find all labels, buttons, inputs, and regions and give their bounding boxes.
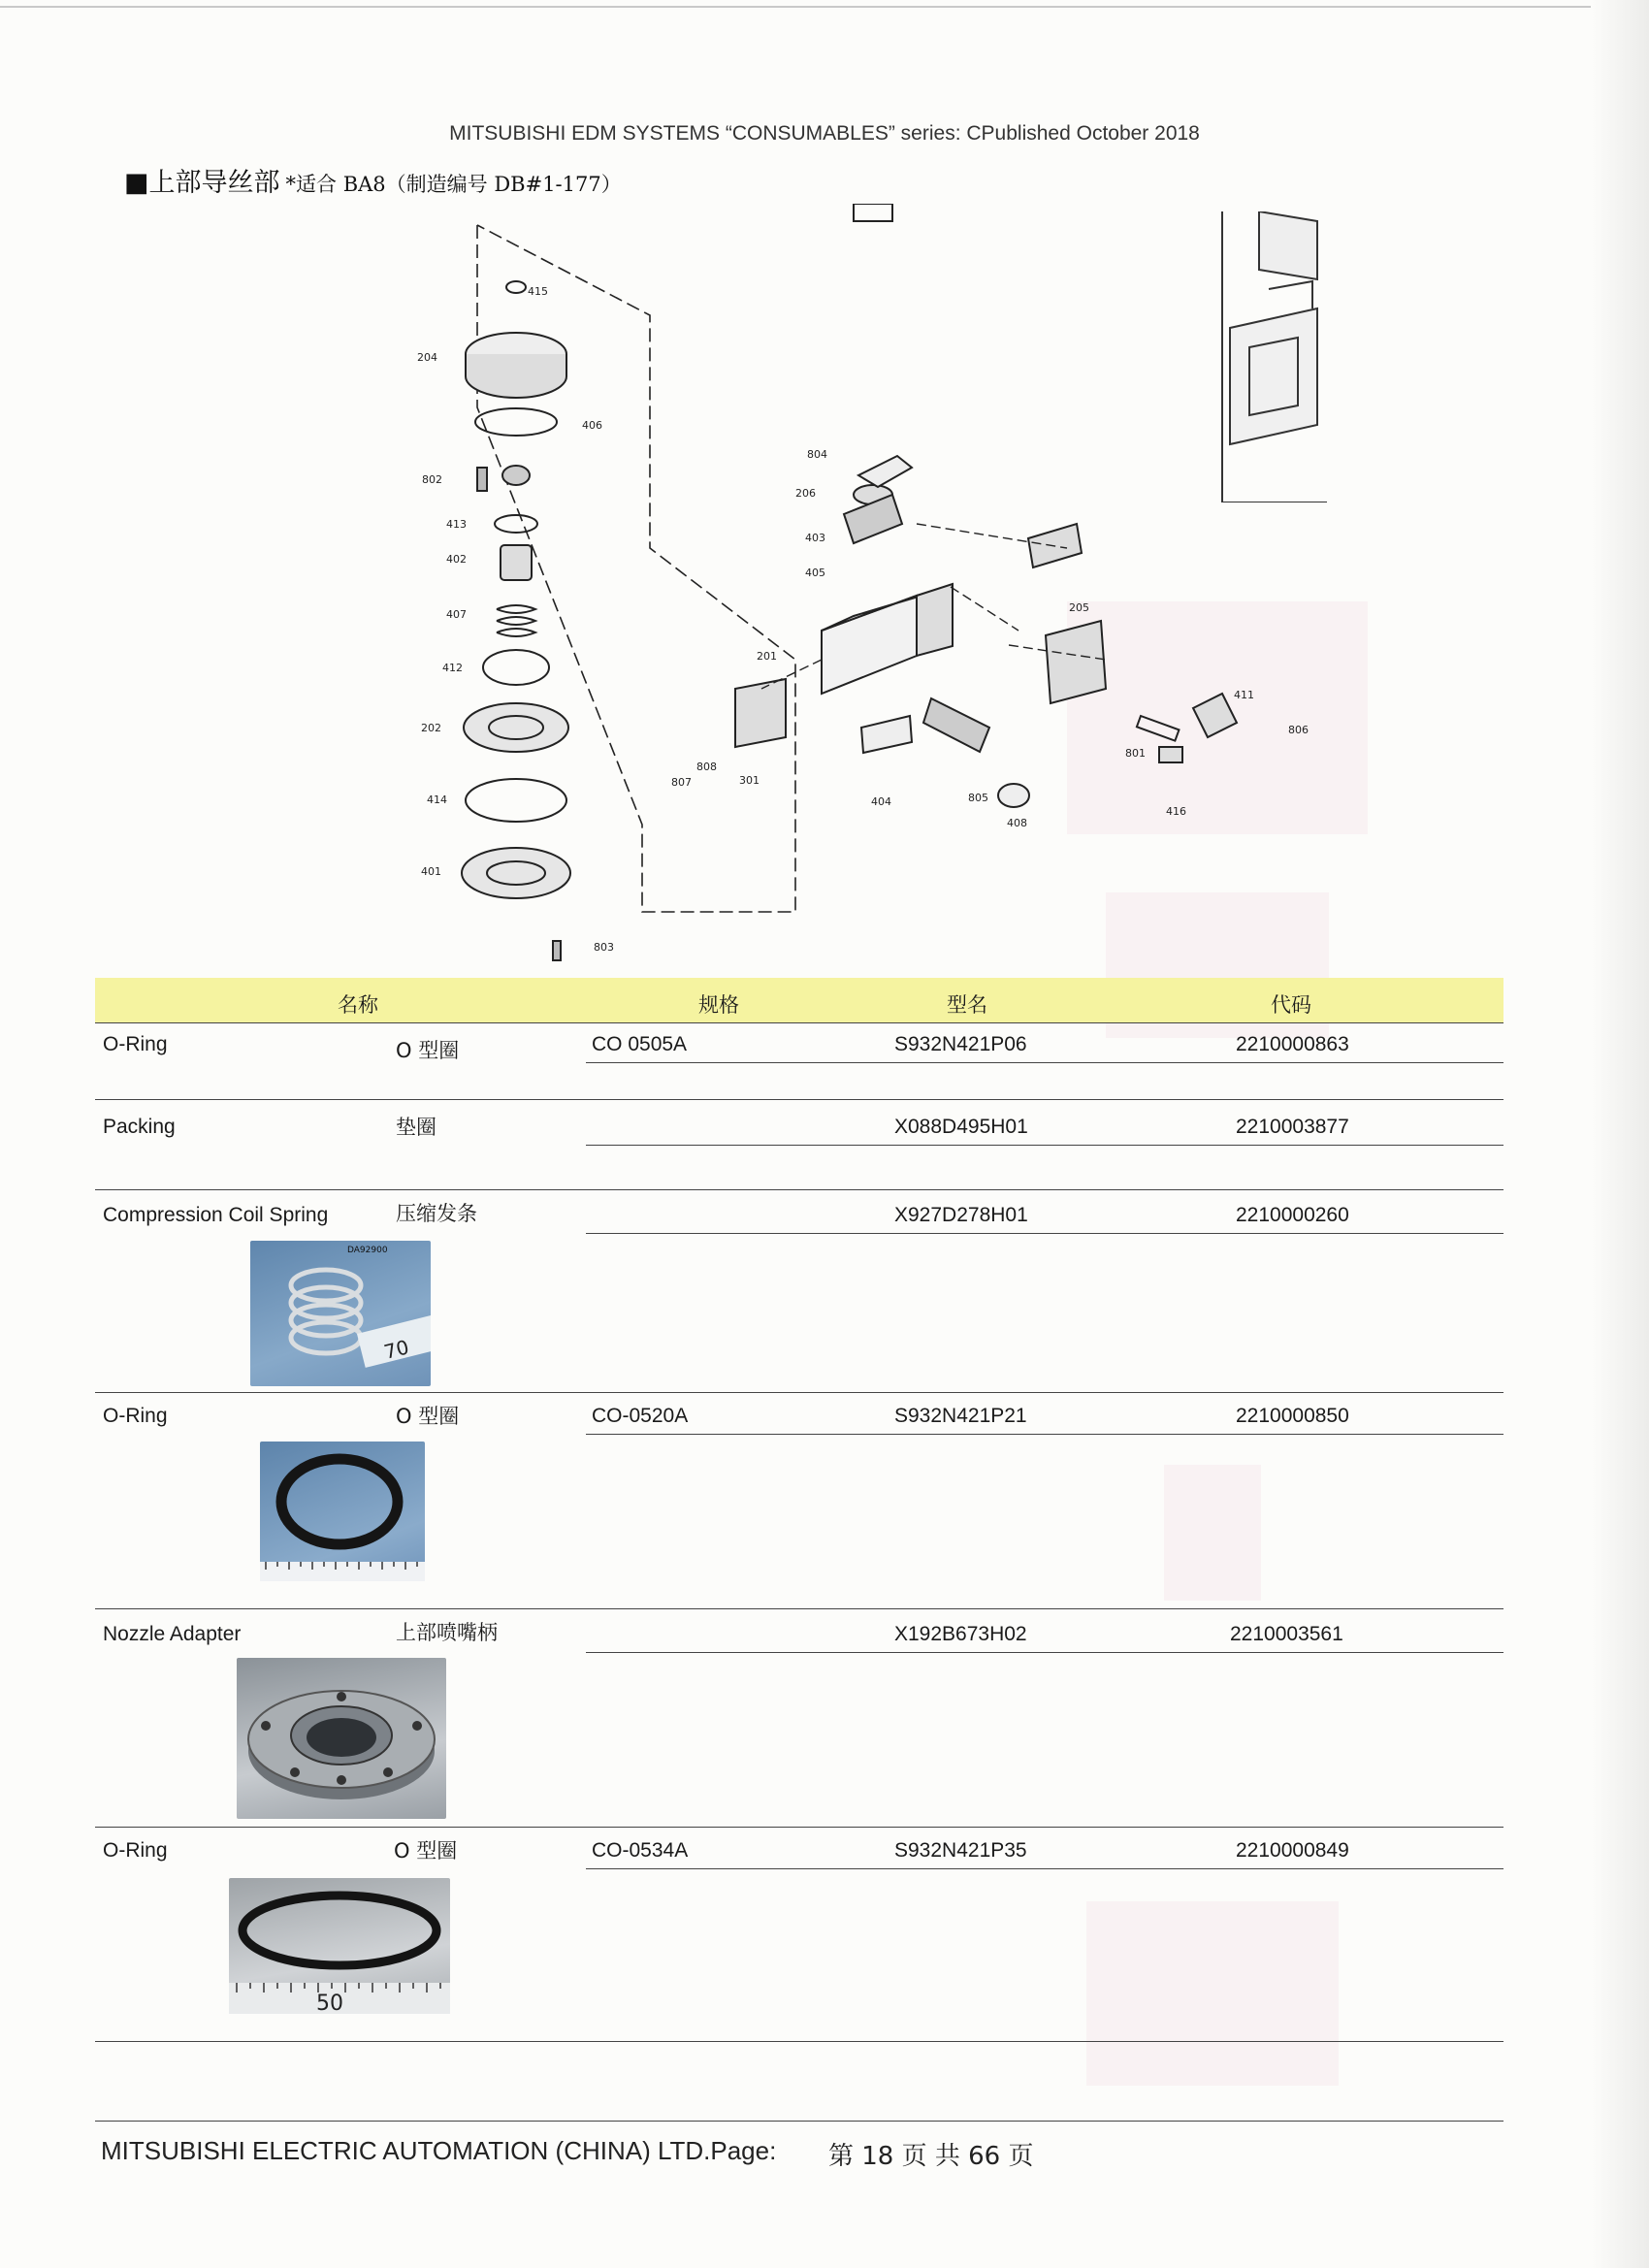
table-row [95, 1827, 1504, 2051]
o-ring-photo [260, 1442, 425, 1581]
part-name-en: Nozzle Adapter [103, 1623, 242, 1645]
part-name-zh: O 型圈 [394, 1839, 458, 1863]
part-code: 2210000863 [1236, 1033, 1349, 1055]
part-model: S932N421P35 [894, 1839, 1027, 1862]
callout-808: 808 [696, 761, 717, 773]
part-name-en: O-Ring [103, 1033, 168, 1055]
section-title [124, 161, 622, 199]
part-code: 2210000850 [1236, 1405, 1349, 1427]
callout-416: 416 [1166, 805, 1186, 818]
col-header-code: 代码 [1271, 994, 1311, 1017]
part-code: 2210000849 [1236, 1839, 1349, 1862]
callout-807: 807 [671, 776, 692, 789]
part-model: X192B673H02 [894, 1623, 1027, 1645]
part-spec: CO 0505A [592, 1033, 688, 1055]
table-row [95, 1189, 1504, 1392]
part-name-zh: 压缩发条 [396, 1202, 477, 1225]
callout-402: 402 [446, 553, 467, 566]
callout-803: 803 [594, 941, 614, 954]
callout-405: 405 [805, 567, 825, 579]
row-rule [586, 1652, 1504, 1653]
inset-drawing [1220, 211, 1327, 502]
parts-table [95, 978, 1504, 2051]
row-rule [586, 1434, 1504, 1435]
part-name-en: O-Ring [103, 1405, 168, 1427]
callout-412: 412 [442, 662, 463, 674]
part-name-en: O-Ring [103, 1839, 168, 1862]
callout-408: 408 [1007, 817, 1027, 829]
callout-404: 404 [871, 795, 891, 808]
table-row [95, 1022, 1504, 1099]
callout-413: 413 [446, 518, 467, 531]
footer-page-number: 第 18 页 共 66 页 [828, 2142, 1034, 2171]
callout-201: 201 [757, 650, 777, 663]
nozzle-adapter-photo [237, 1658, 446, 1819]
part-name-zh: O 型圈 [396, 1405, 460, 1428]
callout-205: 205 [1069, 601, 1089, 614]
callout-414: 414 [427, 794, 447, 806]
part-name-zh: O 型圈 [396, 1039, 460, 1062]
part-spec: CO-0520A [592, 1405, 689, 1427]
part-name-zh: 上部喷嘴柄 [396, 1621, 498, 1644]
callout-204: 204 [417, 351, 437, 364]
o-ring-large-photo [229, 1878, 450, 2014]
scan-edge-line [0, 6, 1649, 8]
part-model: S932N421P21 [894, 1405, 1027, 1427]
col-header-name: 名称 [338, 994, 378, 1017]
table-end-rule [95, 2041, 1504, 2042]
callout-415: 415 [528, 285, 548, 298]
callout-401: 401 [421, 865, 441, 878]
footer-company: MITSUBISHI ELECTRIC AUTOMATION (CHINA) LTD.Page: [101, 2136, 777, 2165]
part-model: X927D278H01 [894, 1204, 1028, 1226]
row-rule [586, 1233, 1504, 1234]
callout-801: 801 [1125, 747, 1146, 760]
svg-text:70: 70 [381, 1335, 411, 1364]
callout-805: 805 [968, 792, 988, 804]
callout-804: 804 [807, 448, 827, 461]
callout-202: 202 [421, 722, 441, 734]
row-rule [586, 1062, 1504, 1063]
part-model: S932N421P06 [894, 1033, 1027, 1055]
page-header: MITSUBISHI EDM SYSTEMS “CONSUMABLES” series: CPublished October 2018 [449, 122, 1200, 145]
callout-206: 206 [795, 487, 816, 500]
callout-806: 806 [1288, 724, 1309, 736]
section-marker: ■ [124, 168, 149, 198]
section-title-text: 上部导丝部 [148, 168, 280, 198]
callout-406: 406 [582, 419, 602, 432]
coil-spring-photo [250, 1241, 431, 1386]
part-name-en: Compression Coil Spring [103, 1204, 329, 1226]
part-name-zh: 垫圈 [396, 1116, 436, 1139]
table-header [95, 978, 1504, 1022]
callout-301: 301 [739, 774, 760, 787]
callout-802: 802 [422, 473, 442, 486]
svg-text:50: 50 [316, 1992, 343, 2014]
callout-407: 407 [446, 608, 467, 621]
row-rule [586, 1868, 1504, 1869]
col-header-spec: 规格 [698, 994, 739, 1017]
callout-411: 411 [1234, 689, 1254, 701]
page-footer [101, 2136, 1034, 2171]
part-spec: CO-0534A [592, 1839, 689, 1862]
table-row [95, 1099, 1504, 1189]
part-code: 2210000260 [1236, 1204, 1349, 1226]
table-row [95, 1608, 1504, 1827]
callout-403: 403 [805, 532, 825, 544]
photo-tag: DA92900 [347, 1246, 388, 1255]
table-row [95, 1392, 1504, 1608]
section-subtitle: *适合 BA8（制造编号 DB#1-177） [285, 173, 622, 196]
col-header-model: 型名 [947, 994, 987, 1017]
row-rule [586, 1145, 1504, 1146]
part-model: X088D495H01 [894, 1116, 1028, 1138]
footer-rule [95, 2121, 1504, 2122]
part-name-en: Packing [103, 1116, 176, 1138]
scan-page-edge [1591, 0, 1649, 2268]
part-code: 2210003561 [1230, 1623, 1343, 1645]
part-code: 2210003877 [1236, 1116, 1349, 1138]
